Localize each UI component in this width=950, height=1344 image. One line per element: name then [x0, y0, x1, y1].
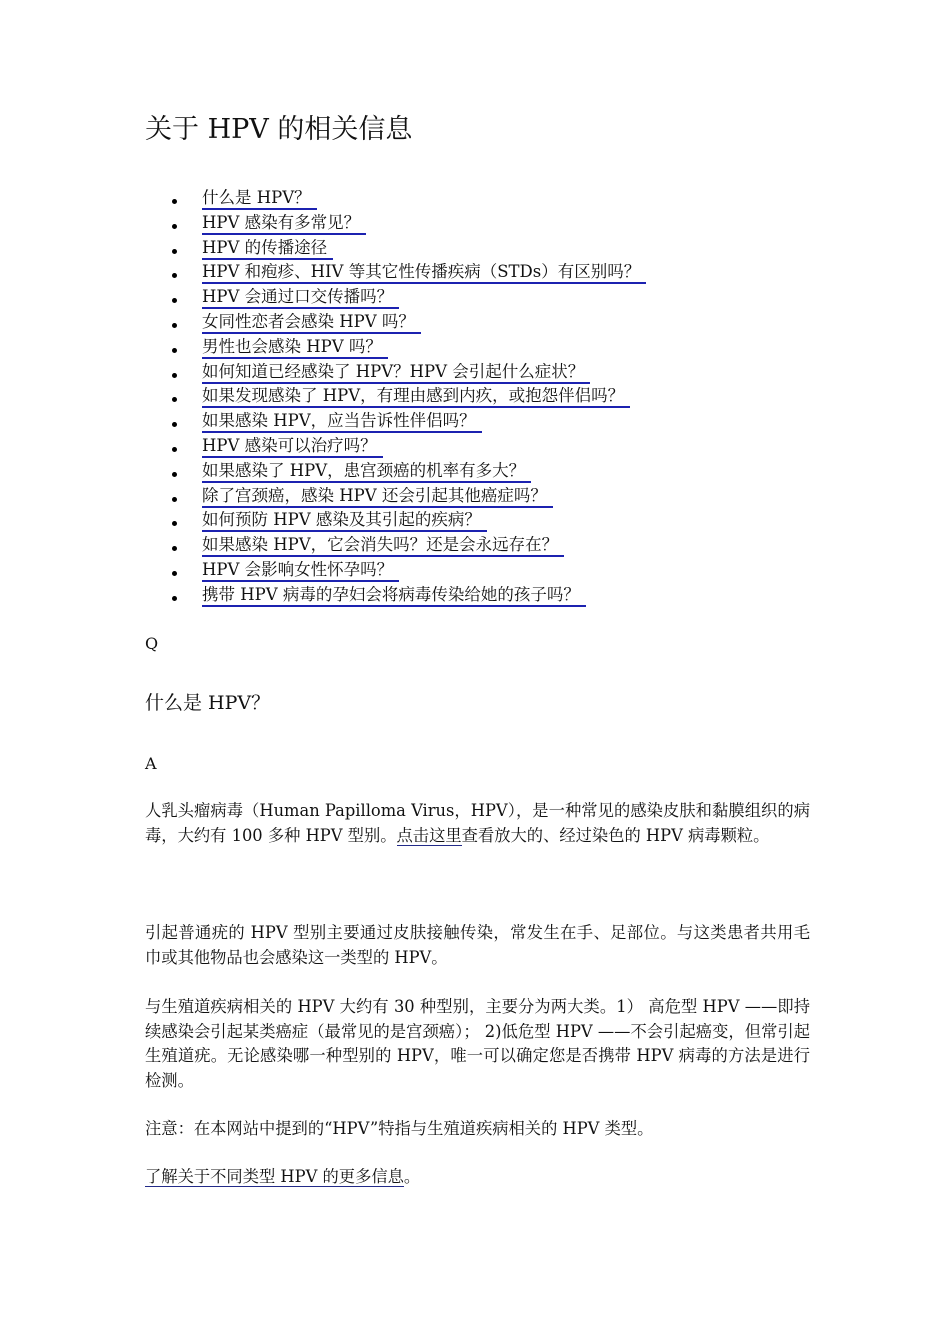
- toc-item: [145, 336, 646, 361]
- toc-item: [145, 212, 646, 237]
- toc-item: [145, 237, 646, 262]
- toc-item: [145, 286, 646, 311]
- toc-link[interactable]: HPV 会通过口交传播吗？: [202, 286, 399, 309]
- page-title: 关于 HPV 的相关信息: [145, 114, 413, 145]
- toc-link[interactable]: HPV 感染可以治疗吗？: [202, 435, 383, 458]
- toc-item: [145, 361, 646, 386]
- toc-item: [145, 509, 646, 534]
- intro-text: 人乳头瘤病毒（Human Papilloma Virus，HPV），是一种常见的感染皮肤和黏膜组织的病毒，大约有 100 多种 HPV 型别。: [145, 801, 810, 845]
- toc-link[interactable]: 女同性恋者会感染 HPV 吗？: [202, 311, 421, 334]
- bullet-icon: [172, 224, 177, 229]
- toc-link[interactable]: 如果发现感染了 HPV，有理由感到内疚，或抱怨伴侣吗？: [202, 385, 630, 408]
- bullet-icon: [172, 422, 177, 427]
- more-hpv-types-link[interactable]: 了解关于不同类型 HPV 的更多信息: [145, 1167, 404, 1186]
- bullet-icon: [172, 348, 177, 353]
- note-paragraph: 注意：在本网站中提到的“HPV”特指与生殖道疾病相关的 HPV 类型。: [145, 1119, 654, 1138]
- bullet-icon: [172, 397, 177, 402]
- bullet-icon: [172, 273, 177, 278]
- toc-link[interactable]: HPV 的传播途径: [202, 237, 333, 260]
- toc-link[interactable]: 如果感染 HPV，它会消失吗？还是会永远存在？: [202, 534, 564, 557]
- toc-link[interactable]: 携带 HPV 病毒的孕妇会将病毒传染给她的孩子吗？: [202, 584, 586, 607]
- toc-item: [145, 261, 646, 286]
- table-of-contents: [145, 187, 646, 609]
- toc-link[interactable]: 如果感染 HPV，应当告诉性伴侣吗？: [202, 410, 482, 433]
- bullet-icon: [172, 298, 177, 303]
- toc-item: [145, 311, 646, 336]
- toc-item: [145, 559, 646, 584]
- bullet-icon: [172, 521, 177, 526]
- bullet-icon: [172, 571, 177, 576]
- bullet-icon: [172, 447, 177, 452]
- intro-text-continued: 查看放大的、经过染色的 HPV 病毒颗粒。: [461, 825, 770, 845]
- toc-item: [145, 187, 646, 212]
- bullet-icon: [172, 596, 177, 601]
- question-marker: Q: [145, 634, 159, 653]
- toc-link[interactable]: 如何知道已经感染了 HPV？HPV 会引起什么症状？: [202, 361, 590, 384]
- answer-paragraph-common-warts: 引起普通疣的 HPV 型别主要通过皮肤接触传染，常发生在手、足部位。与这类患者共用毛巾或其他物品也会感染这一类型的 HPV。: [145, 923, 810, 967]
- bullet-icon: [172, 323, 177, 328]
- answer-paragraph-intro: [145, 799, 810, 848]
- answer-marker: A: [145, 754, 157, 773]
- toc-link[interactable]: 什么是 HPV？: [202, 187, 317, 210]
- bullet-icon: [172, 373, 177, 378]
- bullet-icon: [172, 199, 177, 204]
- more-info-paragraph: [145, 1165, 810, 1190]
- more-info-period: 。: [403, 1167, 421, 1186]
- toc-item: [145, 584, 646, 609]
- bullet-icon: [172, 497, 177, 502]
- toc-link[interactable]: HPV 会影响女性怀孕吗？: [202, 559, 399, 582]
- toc-link[interactable]: HPV 感染有多常见？: [202, 212, 366, 235]
- bullet-icon: [172, 249, 177, 254]
- toc-link[interactable]: 如果感染了 HPV，患宫颈癌的机率有多大？: [202, 460, 531, 483]
- view-virus-image-link[interactable]: 点击这里: [396, 825, 462, 845]
- toc-item: [145, 435, 646, 460]
- toc-item: [145, 385, 646, 410]
- bullet-icon: [172, 472, 177, 477]
- question-heading: 什么是 HPV？: [145, 692, 271, 714]
- toc-item: [145, 485, 646, 510]
- toc-link[interactable]: 如何预防 HPV 感染及其引起的疾病？: [202, 509, 487, 532]
- toc-item: [145, 534, 646, 559]
- bullet-icon: [172, 546, 177, 551]
- toc-link[interactable]: 男性也会感染 HPV 吗？: [202, 336, 388, 359]
- toc-item: [145, 460, 646, 485]
- toc-link[interactable]: 除了宫颈癌，感染 HPV 还会引起其他癌症吗？: [202, 485, 553, 508]
- toc-link[interactable]: HPV 和疱疹、HIV 等其它性传播疾病（STDs）有区别吗？: [202, 261, 646, 284]
- answer-paragraph-genital-types: 与生殖道疾病相关的 HPV 大约有 30 种型别，主要分为两大类。1） 高危型 HPV ——即持续感染会引起某类癌症（最常见的是宫颈癌）； 2)低危型 HPV ——不会引起癌变，但常引起生殖道疣。无论感染哪一种型别的 HPV，唯一可以确定您是否携带 HPV 病毒的方法是进行检测。: [145, 997, 810, 1090]
- toc-item: [145, 410, 646, 435]
